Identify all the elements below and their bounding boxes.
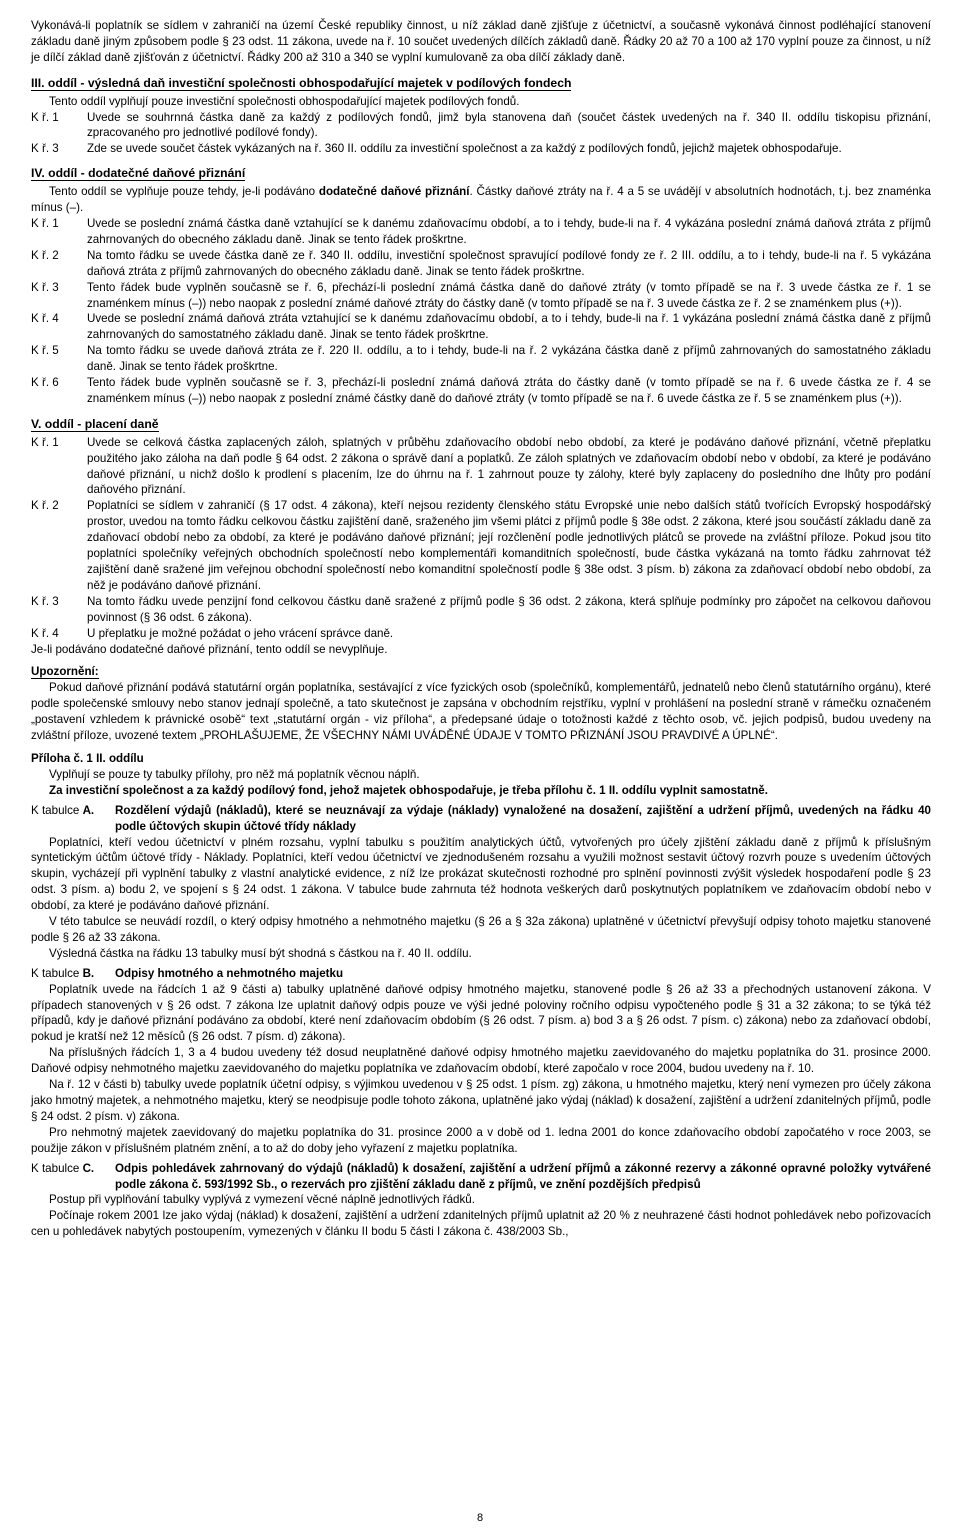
row-label: K ř. 3 — [31, 280, 59, 294]
label-prefix: K tabulce — [31, 803, 83, 817]
label-letter: B. — [82, 966, 95, 980]
row-label: K ř. 3 — [31, 594, 59, 608]
row-label: K ř. 1 — [31, 110, 59, 124]
section-3-title: III. oddíl - výsledná daň investiční společnosti obhospodařující majetek v podílových fondech — [31, 75, 572, 90]
section-5-heading — [31, 417, 931, 433]
section-4-row — [31, 248, 931, 280]
section-5-row — [31, 498, 931, 593]
section-4-row — [31, 311, 931, 343]
section-5-row — [31, 626, 931, 642]
table-b-paragraph: Na ř. 12 v části b) tabulky uvede poplatník účetní odpisy, s výjimkou uvedenou v § 25 odst. 1 písm. zg) zákona, u hmotného majetku, který není vymezen pro účely zákona jako hmotný majetek, a nehmotného majetku, který se neodpisuje podle tohoto zákona, uplatněné jako výdaj (náklad) k dosažení, zajištění a udržení zdanitelných příjmů, podle § 24 odst. 2 písm. v) zákona. — [31, 1078, 931, 1123]
label-letter: C. — [82, 1161, 95, 1175]
row-text: Zde se uvede součet částek vykázaných na ř. 360 II. oddílu za investiční společnost a za každý z podílových fondů, jejichž majetek obhospodařuje. — [87, 142, 842, 156]
warning-text-caps: PROHLAŠUJEME, ŽE VŠECHNY NÁMI UVÁDĚNÉ ÚDAJE V TOMTO PŘIZNÁNÍ JSOU PRAVDIVÉ A ÚPLNÉ — [203, 729, 771, 743]
section-4-title: IV. oddíl - dodatečné daňové přiznání — [31, 166, 246, 181]
table-b-paragraph: Na příslušných řádcích 1, 3 a 4 budou uvedeny též dosud neuplatněné daňové odpisy hmotného majetku zaevidovaného do majetku poplatníka do 31. prosince 2000. Daňové odpisy nehmotného majetku zaevidovaného do majetku poplatníka ve zdaňovacím období, které započalo v roce 2004, budou uvedeny na ř. 10. — [31, 1046, 931, 1076]
annex-paragraph-bold: Za investiční společnost a za každý podílový fond, jehož majetek obhospodařuje, je třeba přílohu č. 1 II. oddílu vyplnit samostatně. — [49, 783, 768, 797]
row-text: U přeplatku je možné požádat o jeho vrácení správce daně. — [87, 626, 394, 640]
annex-title: Příloha č. 1 II. oddílu — [31, 751, 144, 765]
section-4-row — [31, 216, 931, 248]
table-a-title: Rozdělení výdajů (nákladů), které se neuznávají za výdaje (náklady) vynaložené na dosažení, zajištění a udržení příjmů, uvedených na řádku 40 podle účtových skupin účtové třídy náklady — [115, 803, 931, 833]
row-label: K ř. 4 — [31, 626, 59, 640]
row-label: K ř. 4 — [31, 312, 59, 326]
section-3-row — [31, 110, 931, 142]
warning-text — [31, 680, 931, 744]
table-a-label — [31, 803, 115, 819]
page-number: 8 — [476, 1512, 484, 1524]
table-a-heading — [31, 803, 931, 835]
intro-text: . Částky daňové ztráty na ř. 4 a 5 se uvádějí v absolutních hodnotách, t.j. bez znaménka mínus (–). — [31, 185, 931, 215]
row-text: Uvede se souhrnná částka daně za každý z podílových fondů, jimž byla stanovena daň (součet částek uvedených na ř. 340 II. oddílu tiskopisu přiznání, zpracovaného pro jednotlivé podílové fondy). — [87, 110, 931, 140]
table-b-label — [31, 966, 115, 982]
table-a-paragraph: V této tabulce se neuvádí rozdíl, o který odpisy hmotného a nehmotného majetku (§ 26 a § 32a zákona) uplatněné v účetnictví převyšují odpisy tohoto majetku stanovené podle § 26 až 33 zákona. — [31, 915, 931, 944]
table-a-paragraph: Poplatníci, kteří vedou účetnictví v plném rozsahu, vyplní tabulku s použitím analytických účtů, vytvořených pro účely zjištění základu daně z příjmů k příslušným syntetickým účtům účtové třídy - Náklady. Poplatníci, kteří vedou účetnictví ve zjednodušeném rozsahu a využili možnost sestavit účtový rozvrh pouze s uvedením účtových skupin, vycházejí při vyplnění tabulky z vlastní analytické evidence, z níž lze prokázat skutečnosti rozhodné pro splnění povinnosti zvýšit výsledek hospodaření podle § 23 odst. 3 písm. a) bodu 2, ve spojení s § 24 odst. 1 zákona. V tabulce bude zahrnuta též hodnota veškerých darů poskytnutých poplatníkem ve zdaňovacím období nebo v období, za které je podáváno daňové přiznání. — [31, 835, 931, 913]
label-prefix: K tabulce — [31, 1161, 83, 1175]
row-text: Na tomto řádku uvede penzijní fond celkovou částku daně sražené z příjmů podle § 36 odst. 2 zákona, která splňuje podmínky pro zápočet na celkovou daňovou povinnost (§ 36 odst. 6 zákona). — [87, 594, 931, 624]
section-4-row — [31, 343, 931, 375]
row-label: K ř. 6 — [31, 376, 59, 390]
section-4-heading — [31, 166, 931, 182]
row-text: Tento řádek bude vyplněn současně se ř. 6, přechází-li poslední známá částka daně do daňové ztráty (v tomto případě se na ř. 3 uvede částka ze ř. 1 se znaménkem mínus (–)) nebo naopak z poslední známé daňové ztráty do částky daně (v tomto případě se na ř. 3 uvede částka ze ř. 2 se znaménkem plus (+)). — [87, 280, 931, 310]
intro-text: Tento oddíl se vyplňuje pouze tehdy, je-li podáváno — [49, 185, 319, 199]
warning-text-part: Pokud daňové přiznání podává statutární orgán poplatníka, sestávající z více fyzických osob (společníků, komplementářů, jednatelů nebo členů statutárního orgánu), které podle společenské smlouvy nebo stanov jednají společně, a tato skutečnost je zapsána v obchodním rejstříku, vyplní v prohlášení na poslední straně v rámečku označeném „postavení vzhledem k právnické osobě“ text „statutární orgán - viz příloha“, a předepsané údaje o totožnosti každé z těchto osob, vč. jejich podpisů, budou uvedeny na zvláštní příloze, uvozené textem „ — [31, 681, 931, 743]
row-label: K ř. 5 — [31, 344, 59, 358]
table-b-title: Odpisy hmotného a nehmotného majetku — [115, 966, 344, 980]
row-label: K ř. 3 — [31, 142, 59, 156]
section-4-intro — [31, 184, 931, 216]
row-label: K ř. 1 — [31, 435, 59, 449]
table-b-paragraph: Poplatník uvede na řádcích 1 až 9 části a) tabulky uplatněné daňové odpisy hmotného majetku, stanovené podle § 26 až 33 a přechodných ustanovení zákona. V případech stanovených v § 26 odst. 7 zákona lze uplatnit daňový odpis pouze ve výši jedné poloviny ročního odpisu vypočteného podle § 31 a 32 zákona; to se týká též případů, kdy je daňové přiznání podáváno za období, které není zdaňovacím obdobím (§ 26 odst. 7 písm. a) bod 3 a § 26 odst. 7 písm. c) zákona) nebo za zdaňovací období, pokud je kratší než 12 měsíců (§ 26 odst. 7 písm. d) zákona). — [31, 982, 931, 1044]
table-a-paragraph: Výsledná částka na řádku 13 tabulky musí být shodná s částkou na ř. 40 II. oddílu. — [49, 946, 472, 960]
row-text: Na tomto řádku se uvede částka daně ze ř. 340 II. oddílu, investiční společnost spravující podílové fondy ze ř. 2 III. oddílu, a to i tehdy, bude-li na ř. 5 vykázána daňová ztráta z příjmů zahrnovaných do obecného základu daně. Jinak se tento řádek proškrtne. — [87, 248, 931, 278]
row-text: Tento řádek bude vyplněn současně se ř. 3, přechází-li poslední známá daňová ztráta do částky daně (v tomto případě se na ř. 6 uvede částka ze ř. 4 se znaménkem mínus (–)) nebo naopak z poslední známé částky daně do daňové ztráty (v tomto případě se na ř. 6 uvede částka ze ř. 5 se znaménkem plus (+)). — [87, 376, 931, 405]
row-text: Uvede se poslední známá částka daně vztahující se k danému zdaňovacímu období, a to i tehdy, bude-li na ř. 4 vykázána poslední známá daňová ztráta z příjmů zahrnovaných do obecného základu daně. Jinak se tento řádek proškrtne. — [87, 216, 931, 246]
table-c-label — [31, 1161, 115, 1177]
section-5-row — [31, 435, 931, 499]
table-c-paragraph: Postup při vyplňování tabulky vyplývá z vymezení věcné náplně jednotlivých řádků. — [49, 1193, 475, 1207]
section-5-row — [31, 594, 931, 626]
section-3-row — [31, 141, 931, 157]
row-text: Uvede se celková částka zaplacených záloh, splatných v průběhu zdaňovacího období nebo období, za které je podáváno daňové přiznání, včetně přeplatku použitého jako záloha na daň podle § 64 odst. 2 zákona o správě daní a poplatků. Ze záloh splatných ve zdaňovacím období nebo v období, za které je podáváno daňové přiznání, u nichž došlo k prodlení s placením, lze do úhrnu na ř. 1 zahrnout pouze ty zálohy, které byly zaplaceny do posledního dne lhůty pro podání daňového přiznání. — [87, 435, 931, 497]
document-page — [31, 18, 931, 1240]
row-text: Poplatníci se sídlem v zahraničí (§ 17 odst. 4 zákona), kteří nejsou rezidenty členského státu Evropské unie nebo dalších států tvořících Evropský hospodářský prostor, uvedou na tomto řádku celkovou částku zajištění daně, sraženého jim všemi plátci z příjmů podle § 38e odst. 2 zákona, které jsou součástí základu daně za zdaňovací období nebo za období, za které je podáváno daňové přiznání; její rozčlenění podle jednotlivých plátců se provede na zvláštní příloze. Pokud jsou tito poplatníci společníky veřejných obchodních společností nebo komplementáři komanditních společností, bude částka vykázaná na tomto řádku zahrnovat též zajištění daně sražené jim veřejnou obchodní společností nebo komanditní společností podle § 38e odst. 3 písm. b) zákona za zdaňovací období nebo období, za něž je podáváno daňové přiznání. — [87, 499, 931, 592]
table-b-heading — [31, 966, 931, 982]
annex-paragraph: Vyplňují se pouze ty tabulky přílohy, pro něž má poplatník věcnou náplň. — [49, 767, 420, 781]
label-prefix: K tabulce — [31, 966, 83, 980]
section-5-title: V. oddíl - placení daně — [31, 416, 159, 431]
row-text: Na tomto řádku se uvede daňová ztráta ze ř. 220 II. oddílu, a to i tehdy, bude-li na ř. 2 vykázána částka daně z příjmů zahrnovaných do samostatného základu daně. Jinak se tento řádek proškrtne. — [87, 344, 931, 374]
section-3-intro: Tento oddíl vyplňují pouze investiční společnosti obhospodařující majetek podílových fondů. — [49, 94, 520, 108]
warning-text-end: “. — [770, 729, 778, 743]
section-5-note: Je-li podáváno dodatečné daňové přiznání, tento oddíl se nevyplňuje. — [31, 642, 388, 656]
row-text: Uvede se poslední známá daňová ztráta vztahující se k danému zdaňovacímu období, a to i tehdy, bude-li na ř. 1 vykázána poslední známá částka daně z příjmů zahrnovaných do samostatného základu daně. Jinak se tento řádek proškrtne. — [87, 312, 931, 342]
table-c-heading — [31, 1161, 931, 1193]
section-3-heading — [31, 76, 931, 92]
warning-heading — [31, 664, 931, 680]
table-b-paragraph: Pro nehmotný majetek zaevidovaný do majetku poplatníka do 31. prosince 2000 a v době od 1. ledna 2001 do konce zdaňovacího období započatého v roce 2003, se použije zákon v příslušném platném znění, a to až do doby jeho vyřazení z majetku poplatníka. — [31, 1125, 931, 1155]
table-c-paragraph: Počínaje rokem 2001 lze jako výdaj (náklad) k dosažení, zajištění a udržení zdanitelných příjmů uplatnit až 20 % z neuhrazené části hodnot pohledávek nebo pořizovacích cen u pohledávek nabytých postoupením, vymezených v článku II bodu 5 části I zákona č. 438/2003 Sb., — [31, 1209, 931, 1239]
section-4-row — [31, 375, 931, 407]
row-label: K ř. 2 — [31, 248, 59, 262]
label-letter: A. — [82, 803, 95, 817]
warning-title: Upozornění: — [31, 665, 99, 679]
section-4-row — [31, 280, 931, 312]
table-c-title: Odpis pohledávek zahrnovaný do výdajů (nákladů) k dosažení, zajištění a udržení příjmů a zákonné rezervy a zákonné opravné položky vytvářené podle zákona č. 593/1992 Sb., o rezervách pro zjištění základu daně z příjmů, ve znění pozdějších předpisů — [115, 1161, 931, 1191]
intro-bold-text: dodatečné daňové přiznání — [318, 185, 470, 199]
row-label: K ř. 1 — [31, 216, 59, 230]
row-label: K ř. 2 — [31, 499, 59, 513]
intro-paragraph: Vykonává-li poplatník se sídlem v zahraničí na území České republiky činnost, u níž základ daně zjišťuje z účetnictví, a současně vykonává činnost podléhající stanovení základu daně jiným způsobem podle § 23 odst. 11 zákona, uvede na ř. 10 součet uvedených dílčích základů daně. Řádky 20 až 70 a 100 až 170 vyplní pouze za činnost, u níž je dílčí základ daně zjišťován z účetnictví. Řádky 200 až 310 a 340 se vyplní kumulovaně za oba dílčí základy daně. — [31, 19, 931, 64]
